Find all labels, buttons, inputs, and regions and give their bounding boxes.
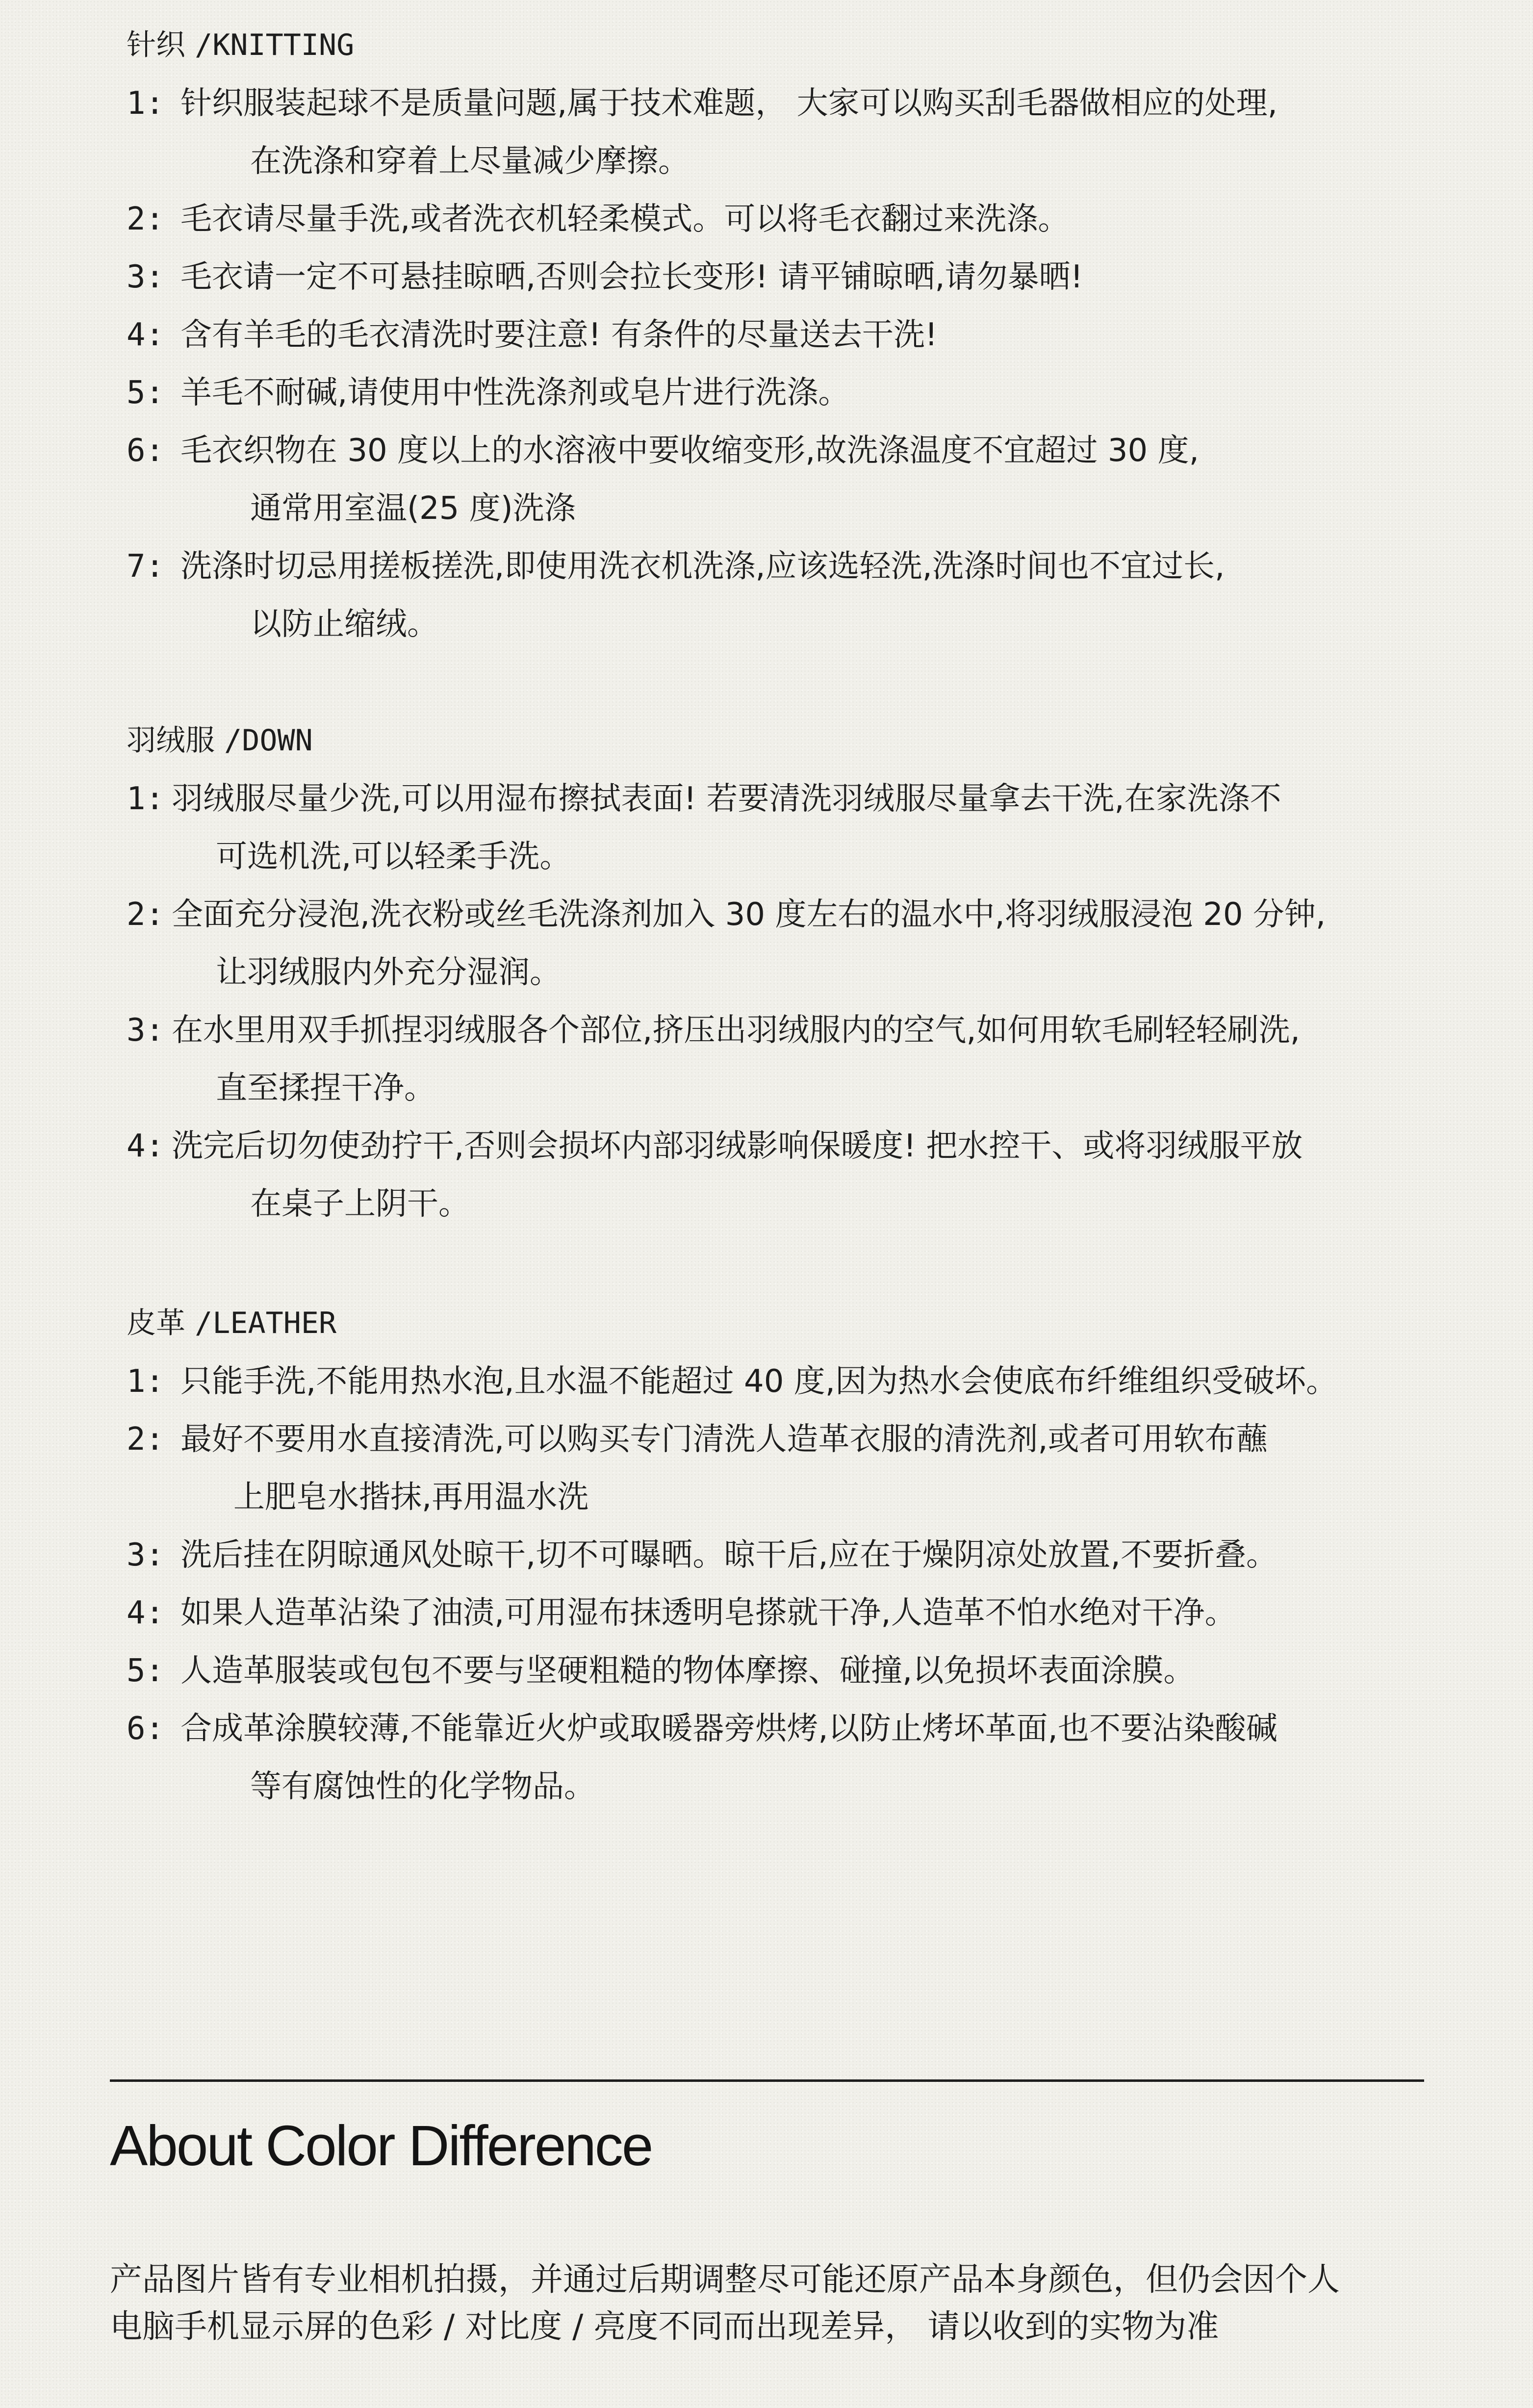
item-text: 毛衣织物在 30 度以上的水溶液中要收缩变形,故洗涤温度不宜超过 30 度, (180, 433, 1199, 469)
item-text: 含有羊毛的毛衣清洗时要注意! 有条件的尽量送去干洗! (180, 317, 938, 353)
down-title (127, 721, 1500, 760)
down-item-2 (127, 886, 1500, 1001)
item-text: 毛衣请尽量手洗,或者洗衣机轻柔模式。可以将毛衣翻过来洗涤。 (180, 201, 1070, 237)
item-text: 合成革涂膜较薄,不能靠近火炉或取暖器旁烘烤,以防止烤坏革面,也不要沾染酸碱 (180, 1711, 1278, 1747)
leather-title (127, 1304, 1500, 1343)
item-number: 2: (127, 201, 165, 237)
down-item-1 (127, 770, 1500, 886)
knitting-item-1 (127, 75, 1500, 190)
knitting-item-4 (127, 306, 1500, 364)
item-text: 洗完后切勿使劲拧干,否则会损坏内部羽绒影响保暖度! 把水控干、或将羽绒服平放 (172, 1128, 1303, 1164)
leather-title-en: /LEATHER (195, 1306, 337, 1340)
item-number: 4: (127, 1595, 165, 1631)
item-text: 人造革服装或包包不要与坚硬粗糙的物体摩擦、碰撞,以免损坏表面涂膜。 (180, 1653, 1195, 1689)
item-text: 洗涤时切忌用搓板搓洗,即使用洗衣机洗涤,应该选轻洗,洗涤时间也不宜过长, (180, 548, 1225, 585)
item-text: 毛衣请一定不可悬挂晾晒,否则会拉长变形! 请平铺晾晒,请勿暴晒! (180, 259, 1083, 295)
leather-item-4 (127, 1584, 1500, 1642)
about-text (110, 2256, 1483, 2350)
knitting-item-6 (127, 422, 1500, 538)
item-number: 2: (127, 1421, 165, 1458)
item-number: 1: (127, 781, 165, 817)
down-title-en: /DOWN (224, 723, 313, 758)
item-text: 针织服装起球不是质量问题,属于技术难题， 大家可以购买刮毛器做相应的处理, (180, 85, 1278, 122)
knitting-item-2 (127, 190, 1500, 248)
leather-item-2 (127, 1410, 1500, 1526)
item-text: 羽绒服尽量少洗,可以用湿布擦拭表面! 若要清洗羽绒服尽量拿去干洗,在家洗涤不 (172, 781, 1281, 817)
item-text: 只能手洗,不能用热水泡,且水温不能超过 40 度,因为热水会使底布纤维组织受破坏。 (180, 1363, 1338, 1400)
knitting-title-en: /KNITTING (195, 28, 355, 62)
knitting-title (127, 26, 1500, 65)
item-number: 2: (127, 897, 165, 933)
down-item-3 (127, 1001, 1500, 1117)
knitting-item-7 (127, 538, 1500, 653)
item-number: 3: (127, 259, 165, 295)
leather-section (127, 1304, 1500, 1816)
leather-title-cn: 皮革 (127, 1306, 185, 1340)
down-title-cn: 羽绒服 (127, 723, 215, 758)
item-text-continued: 可选机洗,可以轻柔手洗。 (216, 839, 571, 875)
item-text: 如果人造革沾染了油渍,可用湿布抹透明皂搽就干净,人造革不怕水绝对干净。 (180, 1595, 1236, 1631)
knitting-item-5 (127, 364, 1500, 422)
knitting-item-3 (127, 248, 1500, 306)
down-item-4 (127, 1117, 1500, 1233)
item-text-continued: 在洗涤和穿着上尽量减少摩擦。 (250, 143, 690, 179)
knitting-section (127, 26, 1500, 653)
leather-item-1 (127, 1353, 1500, 1410)
about-text-line-1: 产品图片皆有专业相机拍摄，并通过后期调整尽可能还原产品本身颜色，但仍会因个人 (110, 2260, 1340, 2298)
leather-item-3 (127, 1526, 1500, 1584)
item-number: 6: (127, 433, 165, 469)
item-text: 羊毛不耐碱,请使用中性洗涤剂或皂片进行洗涤。 (180, 375, 850, 411)
item-number: 7: (127, 548, 165, 585)
item-number: 3: (127, 1537, 165, 1573)
item-text: 在水里用双手抓捏羽绒服各个部位,挤压出羽绒服内的空气,如何用软毛刷轻轻刷洗, (172, 1012, 1301, 1049)
item-text: 最好不要用水直接清洗,可以购买专门清洗人造革衣服的清洗剂,或者可用软布蘸 (180, 1421, 1268, 1458)
about-text-line-2: 电脑手机显示屏的色彩 / 对比度 / 亮度不同而出现差异， 请以收到的实物为准 (110, 2307, 1219, 2345)
leather-item-6 (127, 1700, 1500, 1816)
about-title: About Color Difference (110, 2114, 652, 2177)
item-number: 4: (127, 1128, 165, 1164)
item-text-continued: 让羽绒服内外充分湿润。 (216, 954, 561, 991)
section-divider (110, 2079, 1424, 2082)
item-text-continued: 在桌子上阴干。 (250, 1186, 470, 1222)
item-number: 1: (127, 85, 165, 122)
item-number: 3: (127, 1012, 165, 1049)
item-number: 6: (127, 1711, 165, 1747)
item-text: 全面充分浸泡,洗衣粉或丝毛洗涤剂加入 30 度左右的温水中,将羽绒服浸泡 20 分钟, (172, 897, 1326, 933)
leather-item-5 (127, 1642, 1500, 1700)
item-text-continued: 以防止缩绒。 (250, 606, 438, 642)
item-number: 5: (127, 375, 165, 411)
item-number: 4: (127, 317, 165, 353)
item-text-continued: 通常用室温(25 度)洗涤 (250, 490, 576, 527)
item-number: 5: (127, 1653, 165, 1689)
item-number: 1: (127, 1363, 165, 1400)
item-text-continued: 等有腐蚀性的化学物品。 (250, 1768, 595, 1805)
item-text: 洗后挂在阴晾通风处晾干,切不可曝晒。晾干后,应在于燥阴凉处放置,不要折叠。 (180, 1537, 1278, 1573)
item-text-continued: 上肥皂水揩抹,再用温水洗 (233, 1479, 589, 1515)
down-section (127, 721, 1500, 1233)
knitting-title-cn: 针织 (127, 28, 185, 62)
item-text-continued: 直至揉捏干净。 (216, 1070, 435, 1106)
